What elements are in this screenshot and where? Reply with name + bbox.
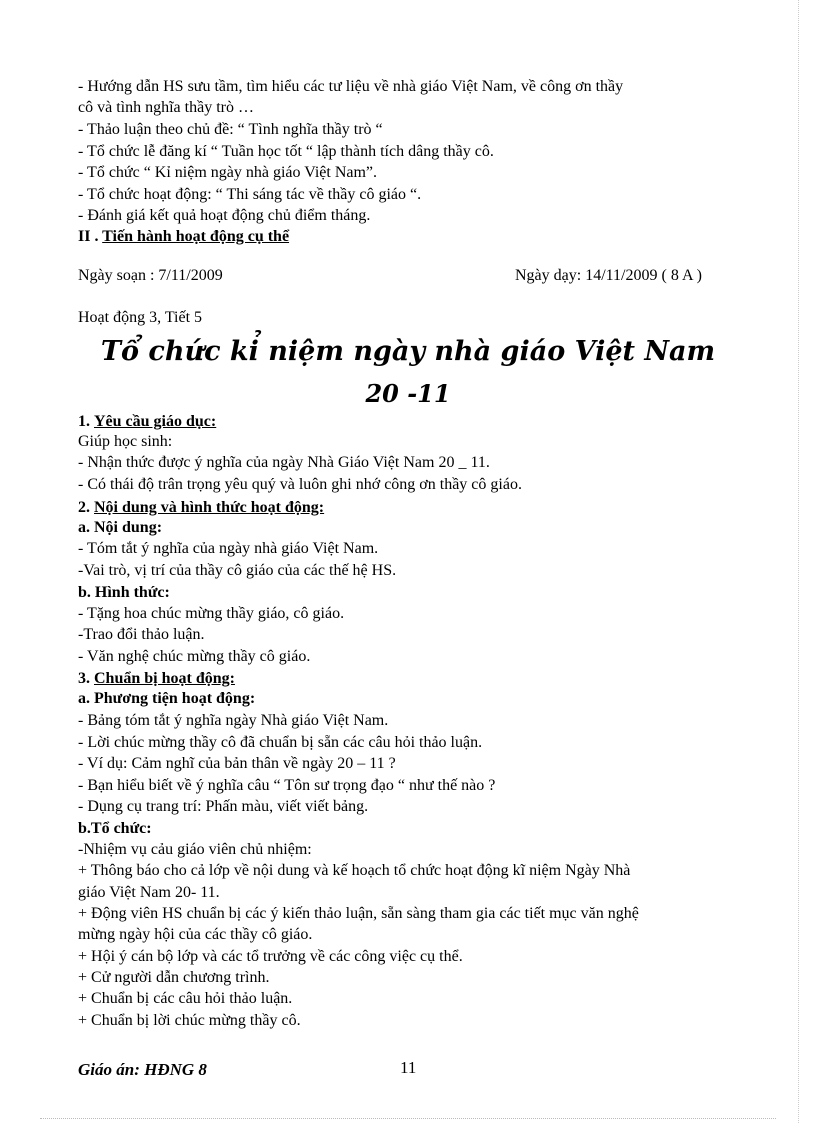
section-heading	[78, 227, 289, 247]
bottom-dotted-border	[40, 1118, 776, 1119]
section-number: 1.	[78, 413, 90, 430]
body-line: mừng ngày hội của các thầy cô giáo.	[78, 926, 313, 943]
body-line: - Có thái độ trân trọng yêu quý và luôn ghi nhớ công ơn thầy cô giáo.	[78, 476, 522, 493]
page-number: 11	[400, 1058, 417, 1077]
subsection-heading: a. Nội dung:	[78, 519, 163, 536]
body-line: - Tóm tắt ý nghĩa của ngày nhà giáo Việt Nam.	[78, 540, 379, 557]
footer-label: Giáo án: HĐNG 8	[78, 1060, 207, 1079]
body-line: + Động viên HS chuẩn bị các ý kiến thảo luận, sẵn sàng tham gia các tiết mục văn nghệ	[78, 905, 639, 922]
page-title: Tổ chức kỉ niệm ngày nhà giáo Việt Nam	[100, 336, 716, 367]
subsection-heading: a. Phương tiện hoạt động:	[78, 690, 256, 707]
section-number: 3.	[78, 670, 90, 687]
activity-label: Hoạt động 3, Tiết 5	[78, 309, 203, 326]
section-title: Yêu cầu giáo dục:	[94, 413, 217, 430]
body-line: - Lời chúc mừng thầy cô đã chuẩn bị sẵn các câu hỏi thảo luận.	[78, 734, 483, 751]
right-dotted-border	[798, 0, 799, 1123]
body-line: - Nhận thức được ý nghĩa của ngày Nhà Giáo Việt Nam 20 _ 11.	[78, 454, 490, 471]
body-line: -Vai trò, vị trí của thầy cô giáo của các thế hệ HS.	[78, 562, 397, 579]
intro-line: - Hướng dẫn HS sưu tầm, tìm hiểu các tư liệu về nhà giáo Việt Nam, về công ơn thầy	[78, 78, 624, 95]
body-line: + Cử người dẫn chương trình.	[78, 969, 270, 986]
body-line: + Thông báo cho cả lớp về nội dung và kế hoạch tổ chức hoạt động kĩ niệm Ngày Nhà	[78, 862, 631, 879]
body-line: + Chuẩn bị lời chúc mừng thầy cô.	[78, 1012, 301, 1029]
subsection-heading: b. Hình thức:	[78, 584, 170, 601]
body-line: giáo Việt Nam 20- 11.	[78, 884, 220, 901]
body-line: - Ví dụ: Cảm nghĩ của bản thân về ngày 20 – 11 ?	[78, 755, 396, 772]
body-line: + Chuẩn bị các câu hỏi thảo luận.	[78, 990, 293, 1007]
section-title: Nội dung và hình thức hoạt động:	[94, 499, 325, 516]
intro-line: cô và tình nghĩa thầy trò …	[78, 99, 254, 116]
intro-line: - Tổ chức “ Kỉ niệm ngày nhà giáo Việt Nam”.	[78, 164, 378, 181]
date-taught: Ngày dạy: 14/11/2009 ( 8 A )	[515, 267, 702, 284]
section-title: Tiến hành hoạt động cụ thể	[102, 228, 290, 245]
intro-line: - Đánh giá kết quả hoạt động chủ điểm tháng.	[78, 207, 371, 224]
subsection-heading: b.Tổ chức:	[78, 820, 152, 837]
body-line: + Hội ý cán bộ lớp và các tổ trưởng về các công việc cụ thể.	[78, 948, 463, 965]
body-line: - Tặng hoa chúc mừng thầy giáo, cô giáo.	[78, 605, 345, 622]
intro-line: - Tổ chức hoạt động: “ Thi sáng tác về thầy cô giáo “.	[78, 186, 422, 203]
section-1-heading	[78, 412, 216, 432]
body-line: - Bảng tóm tắt ý nghĩa ngày Nhà giáo Việt Nam.	[78, 712, 389, 729]
intro-line: - Tổ chức lễ đăng kí “ Tuần học tốt “ lập thành tích dâng thầy cô.	[78, 143, 494, 160]
body-line: -Trao đổi thảo luận.	[78, 626, 205, 643]
body-line: - Văn nghệ chúc mừng thầy cô giáo.	[78, 648, 311, 665]
section-2-heading	[78, 498, 324, 518]
date-prepared: Ngày soạn : 7/11/2009	[78, 267, 223, 284]
section-number: II .	[78, 228, 99, 245]
body-line: -Nhiệm vụ cảu giáo viên chủ nhiệm:	[78, 841, 312, 858]
body-line: - Dụng cụ trang trí: Phấn màu, viết viết bảng.	[78, 798, 369, 815]
body-line: Giúp học sinh:	[78, 433, 173, 450]
intro-line: - Thảo luận theo chủ đề: “ Tình nghĩa thầy trò “	[78, 121, 383, 138]
section-title: Chuẩn bị hoạt động:	[94, 670, 235, 687]
page-subtitle: 20 -11	[365, 379, 451, 408]
section-3-heading	[78, 669, 235, 689]
body-line: - Bạn hiểu biết về ý nghĩa câu “ Tôn sư trọng đạo “ như thế nào ?	[78, 777, 496, 794]
section-number: 2.	[78, 499, 90, 516]
